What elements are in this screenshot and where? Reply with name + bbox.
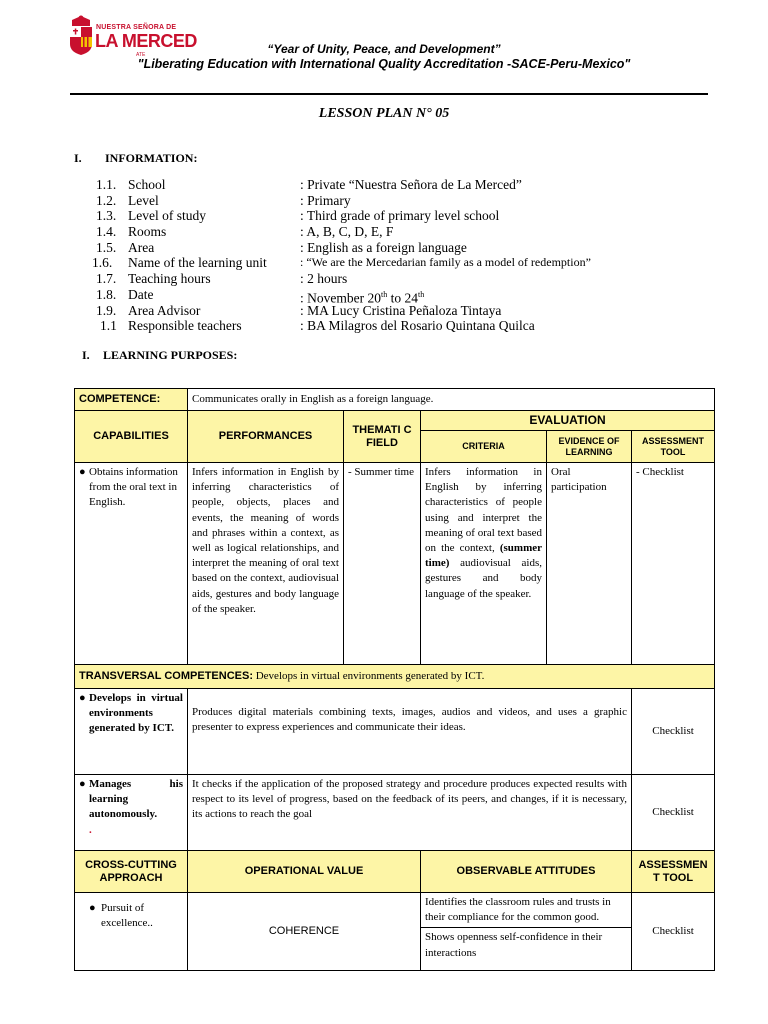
competence-label: COMPETENCE: [75, 389, 188, 411]
transversal-2-mark: . [89, 823, 92, 836]
info-label: Level [128, 192, 159, 208]
section-number: I. [74, 151, 82, 165]
info-value: : Private “Nuestra Señora de La Merced” [300, 177, 522, 192]
logo-top-text: NUESTRA SEÑORA DE [96, 24, 177, 31]
transversal-1-tool: Checklist [632, 689, 715, 775]
transversal-2-label: Manages his learning autonomously. [89, 778, 183, 821]
header-assessment-tool-2: ASSESSMEN T TOOL [632, 851, 715, 893]
date-start: : November 20 [300, 290, 381, 306]
approach-cell [75, 893, 188, 971]
info-row-responsible-teachers [96, 318, 716, 334]
info-label: Area [128, 239, 155, 255]
date-suffix: th [380, 289, 388, 299]
transversal-1-label: Develops in virtual environments generated by ICT. [89, 692, 183, 735]
info-label: Date [128, 286, 154, 302]
info-number: 1.1. [96, 177, 117, 192]
assessment-tool-cell: Checklist [632, 893, 715, 971]
section-label: LEARNING PURPOSES: [103, 348, 238, 362]
page-title: LESSON PLAN N° 05 [318, 106, 450, 121]
criteria-topic: (summer time) [425, 542, 542, 570]
transversal-1-description: Produces digital materials combining texts, images, audios and videos, and uses a graphic presenter to express experiences and communicate their ideas. [188, 689, 632, 775]
header-criteria: CRITERIA [421, 431, 547, 463]
header-evaluation: EVALUATION [421, 411, 715, 431]
info-number: 1.4. [96, 224, 117, 240]
attitude-item: Identifies the classroom rules and trusts in their compliance for the common good. [421, 895, 631, 928]
info-value: : MA Lucy Cristina Peñaloza Tintaya [300, 302, 502, 318]
table-row [75, 665, 715, 689]
logo-sub-text: ATE [136, 52, 146, 58]
date-suffix: th [417, 289, 425, 299]
info-value: : 2 hours [300, 271, 348, 287]
motto-year: “Year of Unity, Peace, and Development” [267, 42, 501, 56]
section-number: I. [82, 348, 90, 362]
table-row [75, 689, 715, 775]
table-row [75, 775, 715, 851]
info-row-level-of-study [96, 208, 716, 224]
performance-cell: Infers information in English by inferring characteristics of people, objects, places and events, the meaning of words and phrases within a context, as well as logical relationships, and interpret the meaning of oral text based on the context, audiovisual aids, gestures and body language of the speaker. [188, 463, 344, 665]
info-row-date [96, 286, 716, 306]
competence-value: Communicates orally in English as a foreign language. [188, 389, 715, 411]
information-list [92, 177, 716, 334]
table-row [75, 463, 715, 665]
header-cross-cutting-approach: CROSS-CUTTING APPROACH [75, 851, 188, 893]
criteria-text: audiovisual aids, gestures and body language of the speaker. [425, 557, 542, 600]
approach-text: Pursuit of excellence.. [101, 902, 153, 930]
info-row-rooms [96, 224, 716, 240]
info-number: 1.6. [92, 255, 113, 271]
learning-purposes-table [74, 388, 715, 971]
info-row-area [96, 240, 716, 256]
info-value: : Third grade of primary level school [300, 208, 500, 224]
header-divider [70, 93, 708, 95]
header-operational-value: OPERATIONAL VALUE [188, 851, 421, 893]
transversal-2-description: It checks if the application of the proposed strategy and procedure produces expected results with respect to its level of progress, based on the feedback of its peers, and changes, if it is necessary, its actions to reach the goal [188, 775, 632, 851]
info-number: 1.1 [100, 318, 117, 334]
table-row [75, 389, 715, 411]
info-value: : Primary [300, 192, 351, 208]
info-number: 1.9. [96, 302, 117, 318]
bullet-icon: ● [79, 466, 86, 478]
transversal-competences-row [75, 665, 715, 689]
info-label: Responsible teachers [128, 318, 242, 334]
info-label: Teaching hours [128, 271, 211, 287]
transversal-2-label-cell [75, 775, 188, 851]
info-row-school [96, 177, 716, 193]
observable-attitudes-cell [421, 893, 632, 971]
info-label: Area Advisor [128, 302, 201, 318]
assessment-cell: - Checklist [632, 463, 715, 665]
info-label: Name of the learning unit [128, 255, 267, 271]
info-value: : BA Milagros del Rosario Quintana Quilca [300, 318, 535, 334]
header-assessment-tool: ASSESSMENT TOOL [632, 431, 715, 463]
bullet-icon: ● [79, 778, 86, 790]
thematic-cell: - Summer time [344, 463, 421, 665]
criteria-cell [421, 463, 547, 665]
transversal-value: Develops in virtual environments generated by ICT. [252, 669, 485, 682]
operational-value-cell: COHERENCE [188, 893, 421, 971]
bullet-icon: ● [79, 692, 86, 704]
transversal-2-tool: Checklist [632, 775, 715, 851]
capability-cell [75, 463, 188, 665]
header-performances: PERFORMANCES [188, 411, 344, 463]
date-end: to 24 [387, 290, 418, 306]
info-number: 1.2. [96, 192, 117, 208]
header-evidence: EVIDENCE OF LEARNING [547, 431, 632, 463]
info-label: School [128, 177, 166, 192]
capability-text: Obtains information from the oral text in English. [89, 466, 178, 509]
criteria-text: Infers information in English by inferring characteristics of people using and interpret the meaning of oral text based on the context, [425, 466, 542, 555]
info-number: 1.5. [96, 239, 117, 255]
table-row [75, 411, 715, 431]
info-row-area-advisor [96, 303, 716, 319]
info-row-learning-unit [92, 255, 716, 271]
table-row [75, 893, 715, 971]
info-row-level [96, 193, 716, 209]
info-label: Level of study [128, 208, 206, 224]
transversal-label: TRANSVERSAL COMPETENCES: [79, 669, 253, 682]
info-number: 1.8. [96, 286, 117, 302]
info-row-teaching-hours [96, 271, 716, 287]
section-label: INFORMATION: [105, 151, 198, 165]
info-number: 1.7. [96, 271, 117, 287]
table-row [75, 851, 715, 893]
header-observable-attitudes: OBSERVABLE ATTITUDES [421, 851, 632, 893]
header-capabilities: CAPABILITIES [75, 411, 188, 463]
motto-accreditation: "Liberating Education with International Quality Accreditation -SACE-Peru-Mexico" [137, 57, 631, 71]
section-purposes-heading [82, 348, 237, 363]
attitude-item: Shows openness self-confidence in their interactions [425, 931, 603, 959]
section-information-heading [74, 151, 197, 166]
evidence-cell: Oral participation [547, 463, 632, 665]
info-value: : A, B, C, D, E, F [300, 224, 394, 240]
bullet-icon: ● [89, 902, 96, 914]
info-value: : English as a foreign language [300, 239, 467, 255]
transversal-1-label-cell [75, 689, 188, 775]
info-value: : “We are the Mercedarian family as a model of redemption” [300, 255, 591, 270]
logo-main-text: LA MERCED [95, 31, 197, 51]
info-label: Rooms [128, 224, 167, 240]
info-number: 1.3. [96, 208, 117, 224]
header-thematic-field: THEMATI C FIELD [344, 411, 421, 463]
